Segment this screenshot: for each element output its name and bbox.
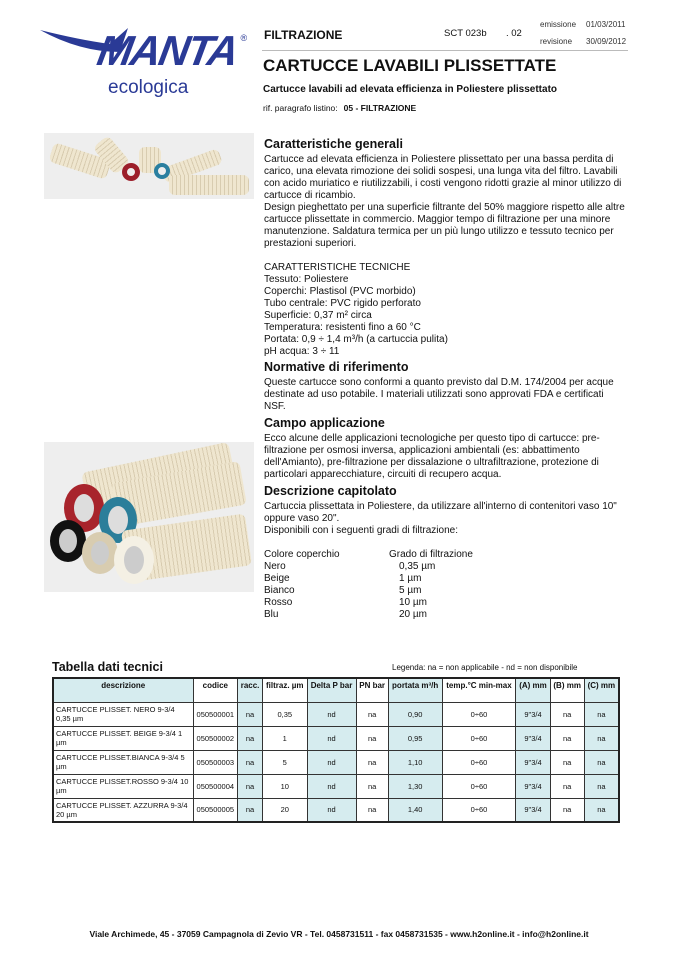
table-cell: 10 (262, 774, 307, 798)
table-cell: na (238, 798, 263, 822)
table-cell: 1,10 (388, 750, 442, 774)
grade-value: 1 µm (399, 573, 422, 584)
general-heading: Caratteristiche generali (264, 137, 403, 151)
table-cell: na (356, 702, 388, 726)
table-cell: 9"3/4 (516, 798, 550, 822)
table-cell: na (356, 798, 388, 822)
tech-heading: CARATTERISTICHE TECNICHE (264, 262, 411, 273)
general-text-2: Design pieghettato per una superficie filtrante del 50% maggiore rispetto alle altre cartucce plissettate in commercio. Maggior tempo di filtrazione per una minore manutenzione. Saldatura termica per un più lungo utilizzo e tessuto tecnico per prestazioni superiori. (264, 202, 625, 249)
tech-line: Temperatura: resistenti fino a 60 °C (264, 322, 421, 333)
product-photo-small (44, 133, 254, 199)
subtitle: Cartucce lavabili ad elevata efficienza in Poliestere plissettato (263, 84, 558, 95)
table-cell: nd (307, 774, 356, 798)
table-cell: CARTUCCE PLISSET.BIANCA 9-3/4 5 µm (53, 750, 193, 774)
table-row (53, 798, 619, 822)
rev-number: . 02 (506, 28, 522, 39)
logo-wordmark (93, 27, 248, 74)
rif-value: 05 - FILTRAZIONE (343, 103, 417, 113)
table-cell: 0÷60 (442, 774, 516, 798)
grade-color: Blu (264, 609, 279, 620)
table-cell: 0÷60 (442, 750, 516, 774)
descr-heading: Descrizione capitolato (264, 484, 397, 498)
grade-value: 5 µm (399, 585, 422, 596)
table-cell: 0,90 (388, 702, 442, 726)
table-cell: na (584, 750, 619, 774)
table-row (53, 702, 619, 726)
column-header: PN bar (356, 678, 388, 702)
table-cell: 0,35 (262, 702, 307, 726)
doc-code: SCT 023b (444, 28, 487, 39)
logo-text: MANTA (93, 27, 241, 74)
table-legend: Legenda: na = non applicabile - nd = non disponibile (392, 663, 578, 672)
table-cell: na (584, 702, 619, 726)
table-cell: na (550, 726, 584, 750)
grade-value: 20 µm (399, 609, 427, 620)
tech-list (264, 274, 626, 358)
tech-line: pH acqua: 3 ÷ 11 (264, 346, 340, 357)
table-cell: na (238, 702, 263, 726)
table-cell: 050500004 (193, 774, 238, 798)
page-title: CARTUCCE LAVABILI PLISSETTATE (263, 56, 557, 75)
table-cell: na (584, 774, 619, 798)
table-cell: 050500005 (193, 798, 238, 822)
tech-line: Portata: 0,9 ÷ 1,4 m³/h (a cartuccia pulita) (264, 334, 448, 345)
table-title: Tabella dati tecnici (52, 660, 163, 674)
logo-subtitle: ecologica (108, 77, 189, 98)
table-cell: na (238, 726, 263, 750)
grade-value: 0,35 µm (399, 561, 436, 572)
column-header: filtraz. µm (262, 678, 307, 702)
table-cell: 1 (262, 726, 307, 750)
table-cell: 1,40 (388, 798, 442, 822)
grades-list (264, 549, 626, 621)
grade-color: Nero (264, 561, 286, 572)
table-cell: na (584, 798, 619, 822)
campo-text: Ecco alcune delle applicazioni tecnologiche per questo tipo di cartucce: pre-filtrazione per osmosi inversa, applicazioni ambientali (es: abbattimento dell'Amianto), pre-filtrazione per dissalazione o ultrafiltrazione, protezione di particolari apparecchiature, circuiti di recupero acqua. (264, 433, 600, 480)
table-cell: CARTUCCE PLISSET. NERO 9-3/4 0,35 µm (53, 702, 193, 726)
table-cell: na (356, 774, 388, 798)
table-cell: 9"3/4 (516, 750, 550, 774)
norms-text: Queste cartucce sono conformi a quanto previsto dal D.M. 174/2004 per acque destinate ad uso potabile. I materiali utilizzati sono approvati FDA e certificati NSF. (264, 377, 614, 412)
column-header: racc. (238, 678, 263, 702)
general-text: Cartucce ad elevata efficienza in Poliestere plissettato per una bassa perdita di carico, una elevata rimozione dei solidi sospesi, una lunga vita del filtro. Lavabili con acido muriatico e riutilizzabili, i costi vengono ridotti grazie al minor utilizzo di cartucce di ricambio. (264, 154, 622, 201)
table-cell: CARTUCCE PLISSET. BEIGE 9-3/4 1 µm (53, 726, 193, 750)
table-cell: na (584, 726, 619, 750)
table-row (53, 750, 619, 774)
table-cell: na (550, 702, 584, 726)
column-header: (B) mm (550, 678, 584, 702)
table-cell: na (238, 750, 263, 774)
tech-line: Coperchi: Plastisol (PVC morbido) (264, 286, 416, 297)
footer: Viale Archimede, 45 - 37059 Campagnola di Zevio VR - Tel. 0458731511 - fax 0458731535 - www.h2online.it - info@h2online.it (89, 929, 589, 939)
table-cell: 0÷60 (442, 702, 516, 726)
table-cell: nd (307, 750, 356, 774)
grades-col-grade: Grado di filtrazione (389, 549, 473, 560)
table-cell: 9"3/4 (516, 774, 550, 798)
column-header: temp.°C min-max (442, 678, 516, 702)
emission-label: emissione (540, 20, 577, 29)
manta-logo (40, 22, 262, 102)
table-cell: nd (307, 726, 356, 750)
table-cell: na (550, 750, 584, 774)
table-cell: 9"3/4 (516, 726, 550, 750)
table-cell: 0÷60 (442, 726, 516, 750)
table-cell: 050500003 (193, 750, 238, 774)
divider (262, 50, 628, 51)
table-cell: 5 (262, 750, 307, 774)
column-header: portata m³/h (388, 678, 442, 702)
table-cell: 050500001 (193, 702, 238, 726)
section-label: FILTRAZIONE (264, 28, 343, 42)
campo-heading: Campo applicazione (264, 416, 385, 430)
grades-col-color: Colore coperchio (264, 549, 340, 560)
column-header: (A) mm (516, 678, 550, 702)
column-header: descrizione (53, 678, 193, 702)
table-cell: CARTUCCE PLISSET.ROSSO 9-3/4 10 µm (53, 774, 193, 798)
table-cell: na (550, 798, 584, 822)
column-header: Delta P bar (307, 678, 356, 702)
table-cell: na (238, 774, 263, 798)
table-cell: 050500002 (193, 726, 238, 750)
table-cell: CARTUCCE PLISSET. AZZURRA 9-3/4 20 µm (53, 798, 193, 822)
column-header: (C) mm (584, 678, 619, 702)
table-cell: na (356, 726, 388, 750)
table-row (53, 726, 619, 750)
column-header: codice (193, 678, 238, 702)
tech-table (52, 677, 620, 823)
grade-color: Rosso (264, 597, 293, 608)
rif-paragrafo (263, 103, 416, 113)
norms-heading: Normative di riferimento (264, 360, 409, 374)
grade-color: Bianco (264, 585, 295, 596)
descr-text-2: Disponibili con i seguenti gradi di filtrazione: (264, 525, 458, 536)
descr-text: Cartuccia plissettata in Poliestere, da utilizzare all'interno di contenitori vaso 10" oppure vaso 20". (264, 501, 617, 524)
revision-date: 30/09/2012 (586, 37, 627, 46)
table-cell: na (356, 750, 388, 774)
table-cell: 0,95 (388, 726, 442, 750)
table-header-row (53, 678, 619, 702)
table-cell: 1,30 (388, 774, 442, 798)
table-cell: nd (307, 798, 356, 822)
table-cell: nd (307, 702, 356, 726)
revision-label: revisione (540, 37, 573, 46)
emission-date: 01/03/2011 (586, 20, 626, 29)
registered-mark: ® (240, 33, 248, 43)
tech-line: Tubo centrale: PVC rigido perforato (264, 298, 421, 309)
general-section (264, 137, 626, 621)
rif-label: rif. paragrafo listino: (263, 103, 338, 113)
grade-color: Beige (264, 573, 290, 584)
table-cell: na (550, 774, 584, 798)
table-cell: 20 (262, 798, 307, 822)
tech-line: Tessuto: Poliestere (264, 274, 349, 285)
table-cell: 9"3/4 (516, 702, 550, 726)
table-cell: 0÷60 (442, 798, 516, 822)
tech-line: Superficie: 0,37 m² circa (264, 310, 372, 321)
table-body (53, 702, 619, 822)
product-photo-large (44, 442, 254, 592)
table-row (53, 774, 619, 798)
grade-value: 10 µm (399, 597, 427, 608)
